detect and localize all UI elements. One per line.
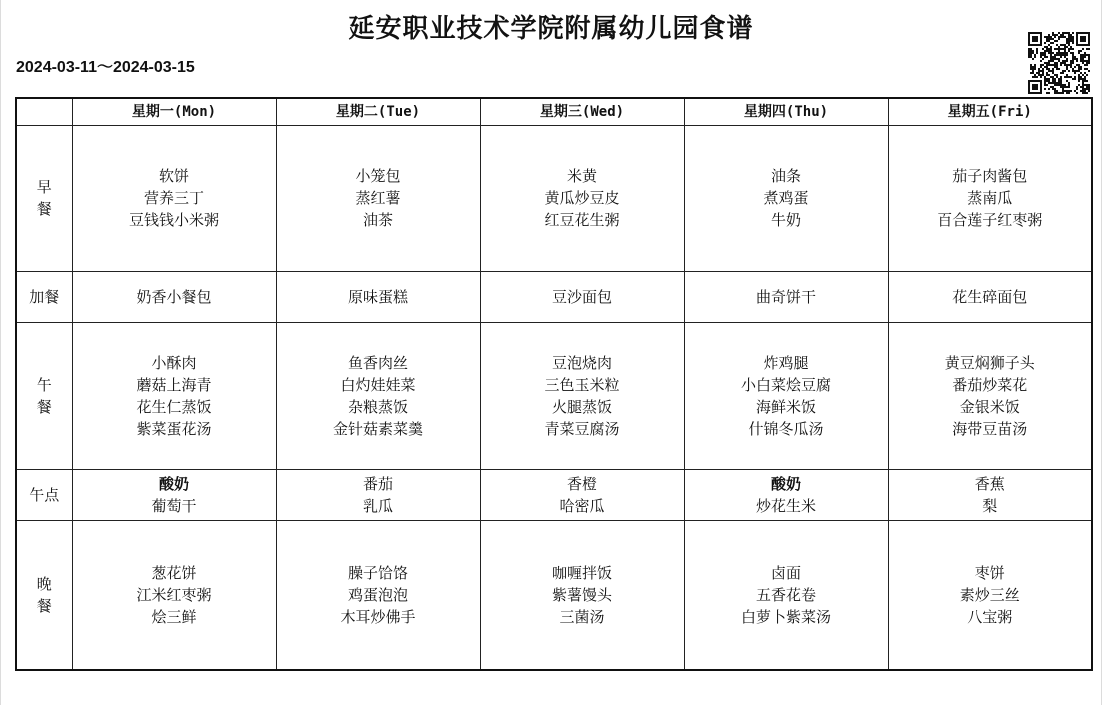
menu-item: 炸鸡腿 <box>763 353 809 372</box>
menu-item: 白萝卜紫菜汤 <box>740 607 831 626</box>
menu-item: 蒸红薯 <box>355 189 401 207</box>
menu-cell-afternoon-snack-fri <box>888 469 1092 520</box>
menu-item: 紫薯馒头 <box>551 585 612 604</box>
menu-cell-lunch-thu <box>684 322 888 469</box>
menu-item: 酸奶 <box>770 474 801 493</box>
menu-item: 金银米饭 <box>959 397 1020 416</box>
menu-item: 烩三鲜 <box>151 607 197 626</box>
menu-cell-breakfast-tue <box>276 125 480 271</box>
menu-table <box>15 97 1093 671</box>
menu-cell-breakfast-fri <box>888 125 1092 271</box>
corner-cell <box>16 98 72 125</box>
menu-item: 煮鸡蛋 <box>763 189 809 207</box>
menu-item: 枣饼 <box>974 563 1005 582</box>
menu-item: 番茄 <box>362 474 393 493</box>
menu-cell-morning-snack-wed <box>480 271 684 322</box>
menu-item: 什锦冬瓜汤 <box>748 419 824 438</box>
menu-cell-morning-snack-mon <box>72 271 276 322</box>
menu-item: 杂粮蒸饭 <box>347 397 408 416</box>
menu-item: 曲奇饼干 <box>755 287 816 306</box>
menu-cell-lunch-tue <box>276 322 480 469</box>
menu-item: 红豆花生粥 <box>544 211 620 229</box>
menu-item: 茄子肉酱包 <box>952 167 1028 185</box>
menu-item: 豆泡烧肉 <box>551 353 612 372</box>
menu-item: 小酥肉 <box>151 353 197 372</box>
menu-item: 豆钱钱小米粥 <box>128 211 219 229</box>
menu-item: 咖喱拌饭 <box>551 563 612 582</box>
menu-item: 素炒三丝 <box>959 585 1020 604</box>
menu-item: 牛奶 <box>770 211 801 229</box>
menu-item: 八宝粥 <box>967 607 1013 626</box>
menu-item: 黄瓜炒豆皮 <box>544 189 620 207</box>
menu-cell-lunch-mon <box>72 322 276 469</box>
menu-item: 豆沙面包 <box>551 287 612 306</box>
meal-row-morning-snack <box>16 271 1092 322</box>
menu-item: 哈密瓜 <box>559 496 605 515</box>
menu-cell-morning-snack-fri <box>888 271 1092 322</box>
menu-item: 百合莲子红枣粥 <box>937 211 1043 229</box>
menu-cell-dinner-fri <box>888 520 1092 670</box>
meal-label-lunch <box>16 322 72 469</box>
menu-item: 蘑菇上海青 <box>136 375 212 394</box>
menu-item: 梨 <box>982 496 998 515</box>
meal-label-char: 早 <box>36 178 52 196</box>
menu-item: 营养三丁 <box>143 189 204 207</box>
menu-cell-lunch-wed <box>480 322 684 469</box>
menu-item: 紫菜蛋花汤 <box>136 419 212 438</box>
menu-item: 乳瓜 <box>362 496 393 515</box>
meal-label-breakfast <box>16 125 72 271</box>
menu-item: 蒸南瓜 <box>967 189 1013 207</box>
menu-item: 三菌汤 <box>559 607 605 626</box>
menu-item: 炒花生米 <box>755 496 816 515</box>
qr-code-icon <box>1028 32 1090 94</box>
meal-row-breakfast <box>16 125 1092 271</box>
menu-item: 香蕉 <box>974 474 1005 493</box>
menu-item: 五香花卷 <box>755 585 816 604</box>
menu-item: 油茶 <box>362 211 393 229</box>
menu-item: 软饼 <box>158 167 189 185</box>
menu-item: 小笼包 <box>355 167 401 185</box>
menu-item: 葱花饼 <box>151 563 197 582</box>
day-header-wed: 星期三(Wed) <box>480 98 684 125</box>
meal-label-char: 餐 <box>36 397 52 416</box>
menu-item: 白灼娃娃菜 <box>340 375 416 394</box>
menu-item: 黄豆焖狮子头 <box>944 353 1035 372</box>
menu-cell-breakfast-thu <box>684 125 888 271</box>
meal-label-char: 午 <box>36 375 52 394</box>
meal-label-char: 餐 <box>36 200 52 218</box>
menu-cell-afternoon-snack-tue <box>276 469 480 520</box>
day-header-mon: 星期一(Mon) <box>72 98 276 125</box>
meal-label-char: 晚 <box>36 574 52 593</box>
header-row <box>16 98 1092 125</box>
meal-label-afternoon-snack: 午点 <box>16 469 72 520</box>
menu-item: 酸奶 <box>158 474 189 493</box>
menu-item: 海带豆苗汤 <box>952 419 1028 438</box>
menu-item: 番茄炒菜花 <box>952 375 1028 394</box>
menu-item: 葡萄干 <box>151 496 197 515</box>
menu-cell-afternoon-snack-mon <box>72 469 276 520</box>
menu-cell-dinner-mon <box>72 520 276 670</box>
menu-item: 臊子饸饹 <box>347 563 408 582</box>
menu-cell-dinner-wed <box>480 520 684 670</box>
meal-row-lunch <box>16 322 1092 469</box>
menu-item: 米黄 <box>566 167 597 185</box>
meal-row-dinner <box>16 520 1092 670</box>
menu-item: 江米红枣粥 <box>136 585 212 604</box>
menu-cell-dinner-thu <box>684 520 888 670</box>
menu-item: 花生仁蒸饭 <box>136 397 212 416</box>
day-header-fri: 星期五(Fri) <box>888 98 1092 125</box>
menu-item: 海鲜米饭 <box>755 397 816 416</box>
date-range: 2024-03-11～2024-03-15 <box>16 59 195 76</box>
menu-cell-lunch-fri <box>888 322 1092 469</box>
menu-item: 花生碎面包 <box>952 287 1028 306</box>
menu-cell-afternoon-snack-thu <box>684 469 888 520</box>
page-title: 延安职业技术学院附属幼儿园食谱 <box>348 14 754 44</box>
menu-cell-morning-snack-tue <box>276 271 480 322</box>
menu-item: 奶香小餐包 <box>136 287 212 306</box>
menu-item: 油条 <box>770 167 801 185</box>
menu-item: 金针菇素菜羹 <box>332 419 423 438</box>
meal-row-afternoon-snack <box>16 469 1092 520</box>
menu-item: 木耳炒佛手 <box>340 607 416 626</box>
day-header-tue: 星期二(Tue) <box>276 98 480 125</box>
menu-item: 原味蛋糕 <box>347 287 408 306</box>
menu-item: 青菜豆腐汤 <box>544 419 620 438</box>
menu-item: 火腿蒸饭 <box>551 397 612 416</box>
day-header-thu: 星期四(Thu) <box>684 98 888 125</box>
menu-item: 鱼香肉丝 <box>347 353 408 372</box>
menu-item: 卤面 <box>770 563 801 582</box>
meal-label-dinner <box>16 520 72 670</box>
meal-label-morning-snack: 加餐 <box>16 271 72 322</box>
meal-label-char: 餐 <box>36 596 52 615</box>
menu-item: 三色玉米粒 <box>544 375 620 394</box>
menu-cell-morning-snack-thu <box>684 271 888 322</box>
menu-item: 鸡蛋泡泡 <box>347 585 408 604</box>
menu-cell-breakfast-wed <box>480 125 684 271</box>
menu-cell-afternoon-snack-wed <box>480 469 684 520</box>
menu-cell-breakfast-mon <box>72 125 276 271</box>
menu-item: 小白菜烩豆腐 <box>740 375 831 394</box>
menu-cell-dinner-tue <box>276 520 480 670</box>
menu-item: 香橙 <box>566 474 597 493</box>
